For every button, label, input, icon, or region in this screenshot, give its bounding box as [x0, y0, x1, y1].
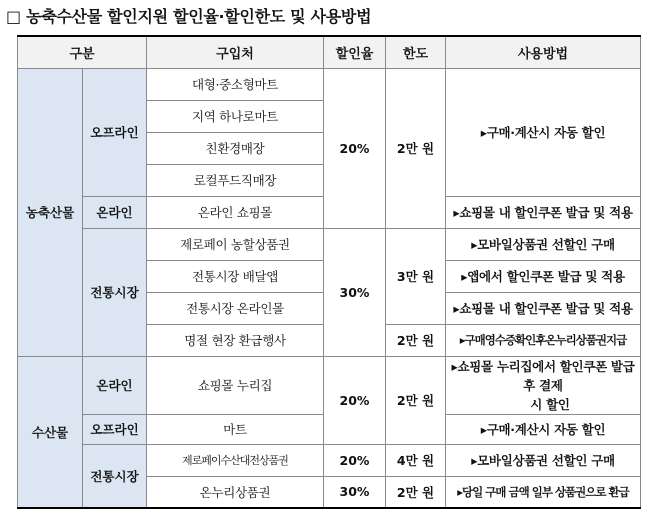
table-row	[18, 444, 641, 476]
usage-cell: ▸구매·계산시 자동 할인	[446, 414, 641, 444]
page-title: □ 농축수산물 할인지원 할인율·할인한도 및 사용방법	[6, 7, 372, 26]
subcategory-fish-traditional: 전통시장	[83, 444, 147, 508]
store-cell: 온라인 쇼핑몰	[147, 196, 324, 228]
store-cell: 대형·중소형마트	[147, 68, 324, 100]
rate-cell: 20%	[324, 444, 386, 476]
table-header-row	[18, 36, 641, 68]
rate-cell: 30%	[324, 476, 386, 508]
store-cell: 마트	[147, 414, 324, 444]
subcategory-fish-online: 온라인	[83, 356, 147, 414]
limit-cell: 3만 원	[386, 228, 446, 324]
store-cell: 전통시장 온라인몰	[147, 292, 324, 324]
subcategory-agri-traditional: 전통시장	[83, 228, 147, 356]
usage-cell: ▸쇼핑몰 내 할인쿠폰 발급 및 적용	[446, 292, 641, 324]
usage-cell: ▸앱에서 할인쿠폰 발급 및 적용	[446, 260, 641, 292]
usage-cell	[446, 356, 641, 414]
category-agri: 농축산물	[18, 68, 83, 356]
store-cell: 제로페이 농할상품권	[147, 228, 324, 260]
limit-cell: 2만 원	[386, 68, 446, 228]
subcategory-agri-online: 온라인	[83, 196, 147, 228]
table-row	[18, 228, 641, 260]
discount-table	[17, 35, 641, 509]
usage-cell: ▸구매·계산시 자동 할인	[446, 68, 641, 196]
table-row	[18, 356, 641, 414]
store-cell: 전통시장 배달앱	[147, 260, 324, 292]
header-store: 구입처	[147, 36, 324, 68]
limit-cell: 2만 원	[386, 476, 446, 508]
store-cell: 명절 현장 환급행사	[147, 324, 324, 356]
store-cell: 온누리상품권	[147, 476, 324, 508]
header-limit: 한도	[386, 36, 446, 68]
store-cell: 쇼핑몰 누리집	[147, 356, 324, 414]
rate-cell: 30%	[324, 228, 386, 356]
usage-cell: ▸모바일상품권 선할인 구매	[446, 228, 641, 260]
usage-cell: ▸당일 구매 금액 일부 상품권으로 환급	[457, 484, 629, 499]
usage-line: ▸쇼핑몰 누리집에서 할인쿠폰 발급 후 결제	[451, 358, 635, 393]
subcategory-agri-offline: 오프라인	[83, 68, 147, 196]
subcategory-fish-offline: 오프라인	[83, 414, 147, 444]
limit-cell: 4만 원	[386, 444, 446, 476]
store-cell: 지역 하나로마트	[147, 100, 324, 132]
usage-cell: ▸모바일상품권 선할인 구매	[446, 444, 641, 476]
store-cell: 친환경매장	[147, 132, 324, 164]
header-usage: 사용방법	[446, 36, 641, 68]
usage-cell: ▸쇼핑몰 내 할인쿠폰 발급 및 적용	[446, 196, 641, 228]
limit-cell: 2만 원	[386, 324, 446, 356]
rate-cell: 20%	[324, 356, 386, 444]
store-cell: 제로페이수산대전상품권	[182, 454, 288, 467]
store-cell: 로컬푸드직매장	[147, 164, 324, 196]
usage-line: 시 할인	[530, 396, 570, 412]
category-fish: 수산물	[18, 356, 83, 508]
header-rate: 할인율	[324, 36, 386, 68]
rate-cell: 20%	[324, 68, 386, 228]
usage-cell: ▸구매영수증확인후온누리상품권지급	[459, 333, 627, 347]
header-category: 구분	[18, 36, 147, 68]
table-row	[18, 68, 641, 100]
limit-cell: 2만 원	[386, 356, 446, 444]
